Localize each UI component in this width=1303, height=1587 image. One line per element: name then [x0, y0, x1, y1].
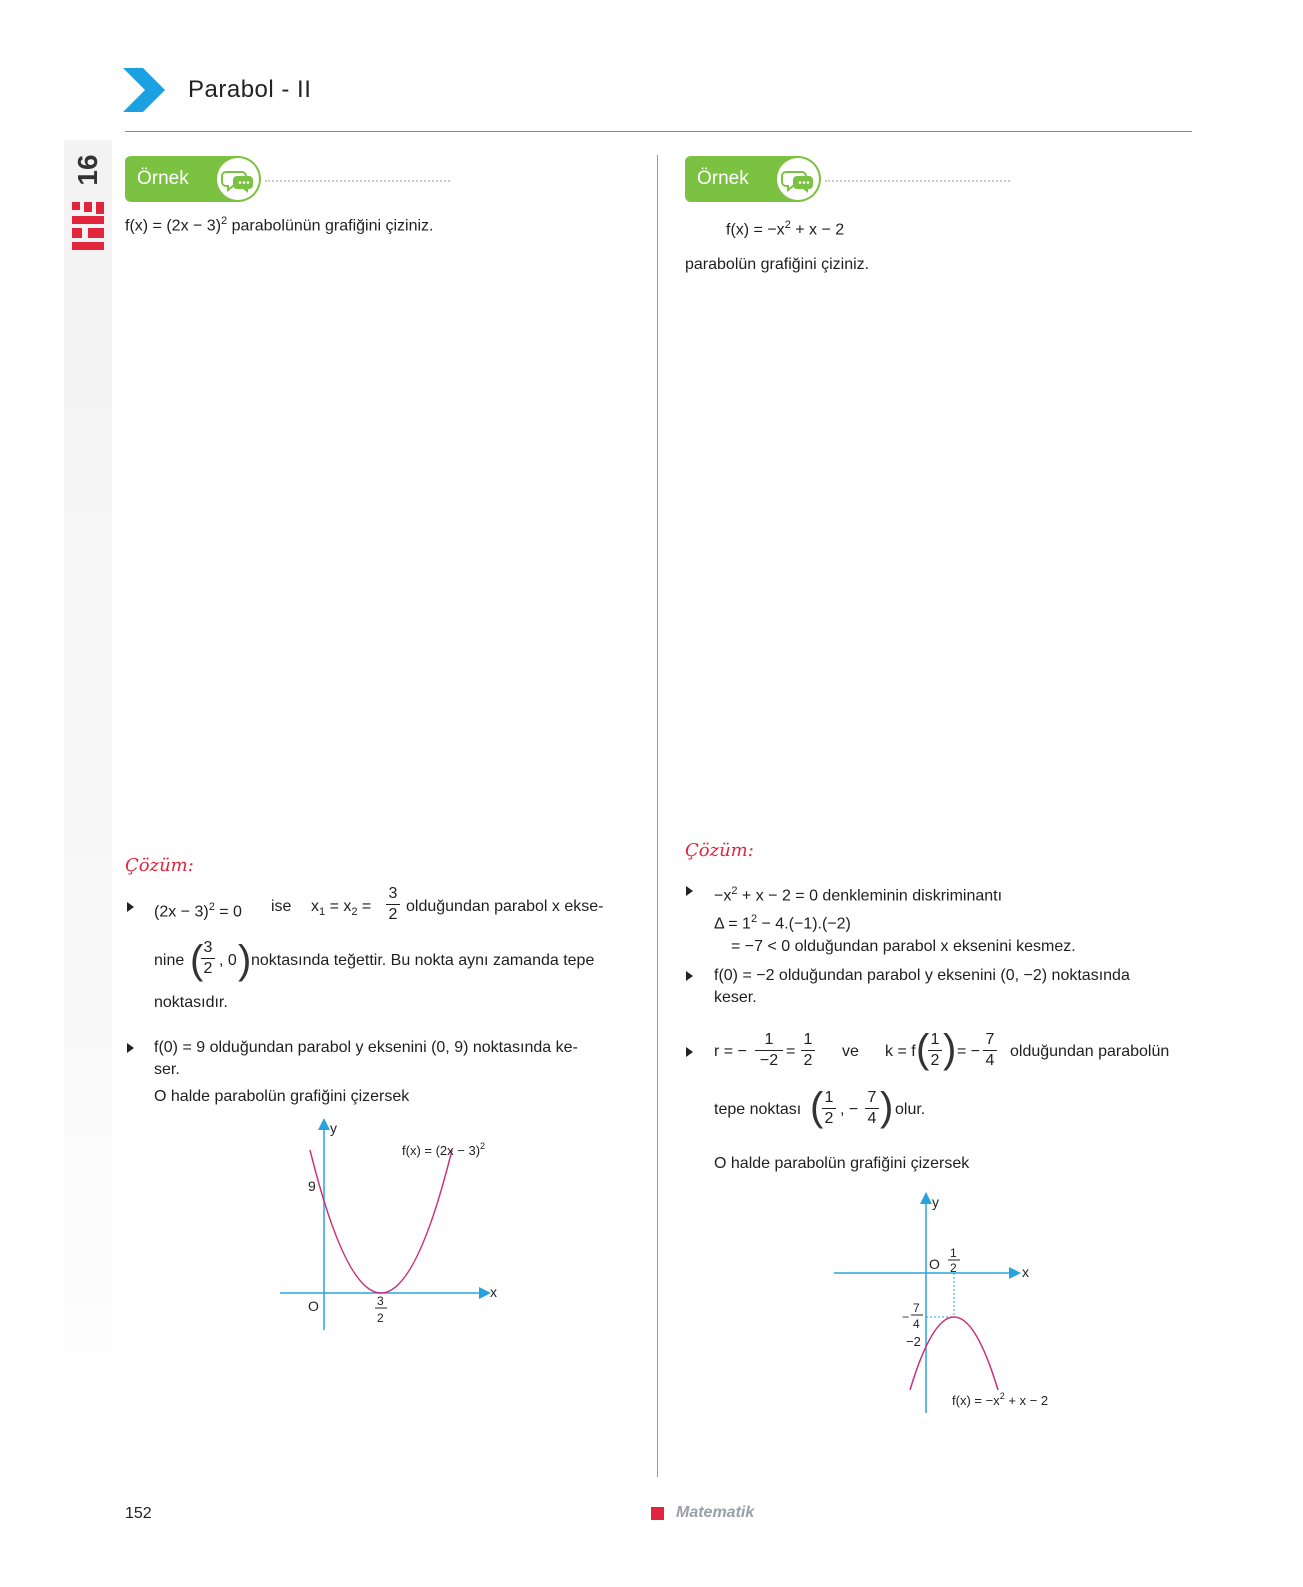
parabola-curve	[910, 1317, 998, 1390]
left-b2-line2: ser.	[154, 1061, 180, 1078]
right-vertex-frac2: 7 4	[865, 1088, 879, 1129]
right-b1-line1: $-x^2 + x - 2 = 0$ denkleminin diskriminantı	[714, 885, 1003, 905]
speech-bubbles-icon	[777, 158, 819, 200]
right-b3-frac4: 7 4	[983, 1030, 997, 1071]
page-title: Parabol - II	[188, 76, 312, 103]
y-axis-label: y	[932, 1194, 939, 1210]
vertex-x-num: 1	[950, 1246, 957, 1260]
left-b1-line2-b: noktasında teğettir. Bu nokta aynı zamanda tepe	[251, 952, 595, 969]
speech-bubbles-icon	[217, 158, 259, 200]
left-b1-line2-fraction: 3 2	[201, 938, 215, 979]
right-solution-label: Çözüm:	[685, 840, 754, 861]
vertex-x-den: 2	[950, 1261, 957, 1275]
curve-label: $f(x) = -x^2 + x - 2$	[952, 1391, 1049, 1408]
left-b1-fraction: 3 2	[386, 884, 400, 925]
bullet-icon	[127, 1043, 134, 1053]
right-b3-frac2: 1 2	[801, 1030, 815, 1071]
paren-close: )	[238, 938, 252, 982]
example-badge	[125, 156, 261, 202]
question-formula: f(x) = (2x − 3)	[125, 217, 222, 235]
right-b1-line3: = −7 < 0 olduğundan parabol x eksenini kesmez.	[731, 938, 1076, 955]
right-b4: O halde parabolün grafiğini çizersek	[714, 1155, 970, 1172]
left-b1-line3: noktasıdır.	[154, 994, 228, 1011]
left-b1-line2-a: nine	[154, 952, 185, 969]
left-parabola-graph	[270, 1115, 510, 1335]
badge-dotted-line	[825, 180, 1010, 182]
left-question	[125, 210, 434, 237]
chevron-right-icon	[123, 68, 165, 112]
example-badge-label: Örnek	[137, 168, 189, 189]
right-b3-k: k = f	[885, 1043, 916, 1060]
right-parabola-graph	[830, 1185, 1090, 1417]
paren-close: )	[943, 1027, 957, 1071]
left-b1-after: olduğundan parabol x ekse-	[406, 898, 604, 915]
right-b3-tepe: tepe noktası	[714, 1101, 802, 1118]
left-b1-eq: $(2x - 3)^2 = 0$	[154, 901, 242, 921]
bullet-icon	[127, 902, 134, 912]
vertex-y-num: 7	[913, 1301, 920, 1315]
header-divider	[125, 131, 1192, 132]
example-badge-label: Örnek	[697, 168, 749, 189]
left-solution-label: Çözüm:	[125, 855, 194, 876]
column-divider	[657, 155, 658, 1477]
publisher-logo-icon	[70, 200, 106, 254]
footer-square-icon	[651, 1507, 664, 1520]
x-axis-label: x	[1022, 1264, 1029, 1280]
vertex-x-den: 2	[377, 1311, 384, 1325]
bullet-icon	[686, 886, 693, 896]
left-b1-roots: $x_1 = x_2$ =	[311, 898, 372, 919]
origin-label: O	[308, 1298, 319, 1314]
right-b3-after: olduğundan parabolün	[1010, 1043, 1170, 1060]
right-b3-frac3: 1 2	[928, 1030, 942, 1071]
right-b3-eq: =	[786, 1043, 796, 1060]
right-question-text: parabolün grafiğini çiziniz.	[685, 256, 870, 273]
side-chapter-number: 16	[72, 154, 103, 186]
right-b3-olur: olur.	[895, 1101, 926, 1118]
right-b2-line2: keser.	[714, 989, 757, 1006]
right-b1-delta: $\Delta = 1^2 - 4.(-1).(-2)$	[714, 913, 851, 933]
right-b3-frac1: 1 −2	[755, 1030, 783, 1071]
paren-open: (	[916, 1027, 930, 1071]
y-intercept-label: −2	[906, 1334, 921, 1349]
right-b2-line1: f(0) = −2 olduğundan parabol y eksenini (0, −2) noktasında	[714, 967, 1130, 984]
right-vertex-frac1: 1 2	[822, 1088, 836, 1129]
x-axis-label: x	[490, 1284, 497, 1300]
left-b1-line2-comma: , 0	[219, 952, 237, 969]
example-badge	[685, 156, 821, 202]
bullet-icon	[686, 1047, 693, 1057]
right-b3-r: r = −	[714, 1043, 747, 1060]
left-b2-line1: f(0) = 9 olduğundan parabol y eksenini (0, 9) noktasında ke-	[154, 1039, 578, 1056]
paren-open: (	[190, 938, 204, 982]
side-strip	[64, 140, 112, 1480]
vertex-y-minus: −	[902, 1310, 910, 1324]
paren-close: )	[880, 1085, 894, 1129]
vertex-x-num: 3	[377, 1294, 384, 1308]
y-axis-label: y	[330, 1120, 337, 1136]
origin-label: O	[929, 1256, 940, 1272]
left-b1-ise: ise	[271, 898, 292, 915]
bullet-icon	[686, 971, 693, 981]
right-b3-ve: ve	[842, 1043, 859, 1060]
right-vertex-comma: , −	[840, 1101, 859, 1118]
vertex-y-den: 4	[913, 1317, 920, 1331]
footer-subject: Matematik	[676, 1504, 755, 1521]
y-intercept-label: 9	[308, 1178, 316, 1194]
right-question-formula: $f(x) = -x^2 + x - 2$	[726, 219, 845, 239]
badge-dotted-line	[265, 180, 450, 182]
question-text: parabolünün grafiğini çiziniz.	[227, 217, 434, 235]
right-b3-eq2: = −	[957, 1043, 981, 1060]
question-exponent: 2	[221, 215, 228, 227]
left-b2-line3: O halde parabolün grafiğini çizersek	[154, 1088, 410, 1105]
curve-label: $f(x) = (2x - 3)^2$	[402, 1141, 486, 1158]
page-number: 152	[125, 1505, 152, 1522]
paren-open: (	[810, 1085, 824, 1129]
parabola-curve	[310, 1150, 452, 1293]
